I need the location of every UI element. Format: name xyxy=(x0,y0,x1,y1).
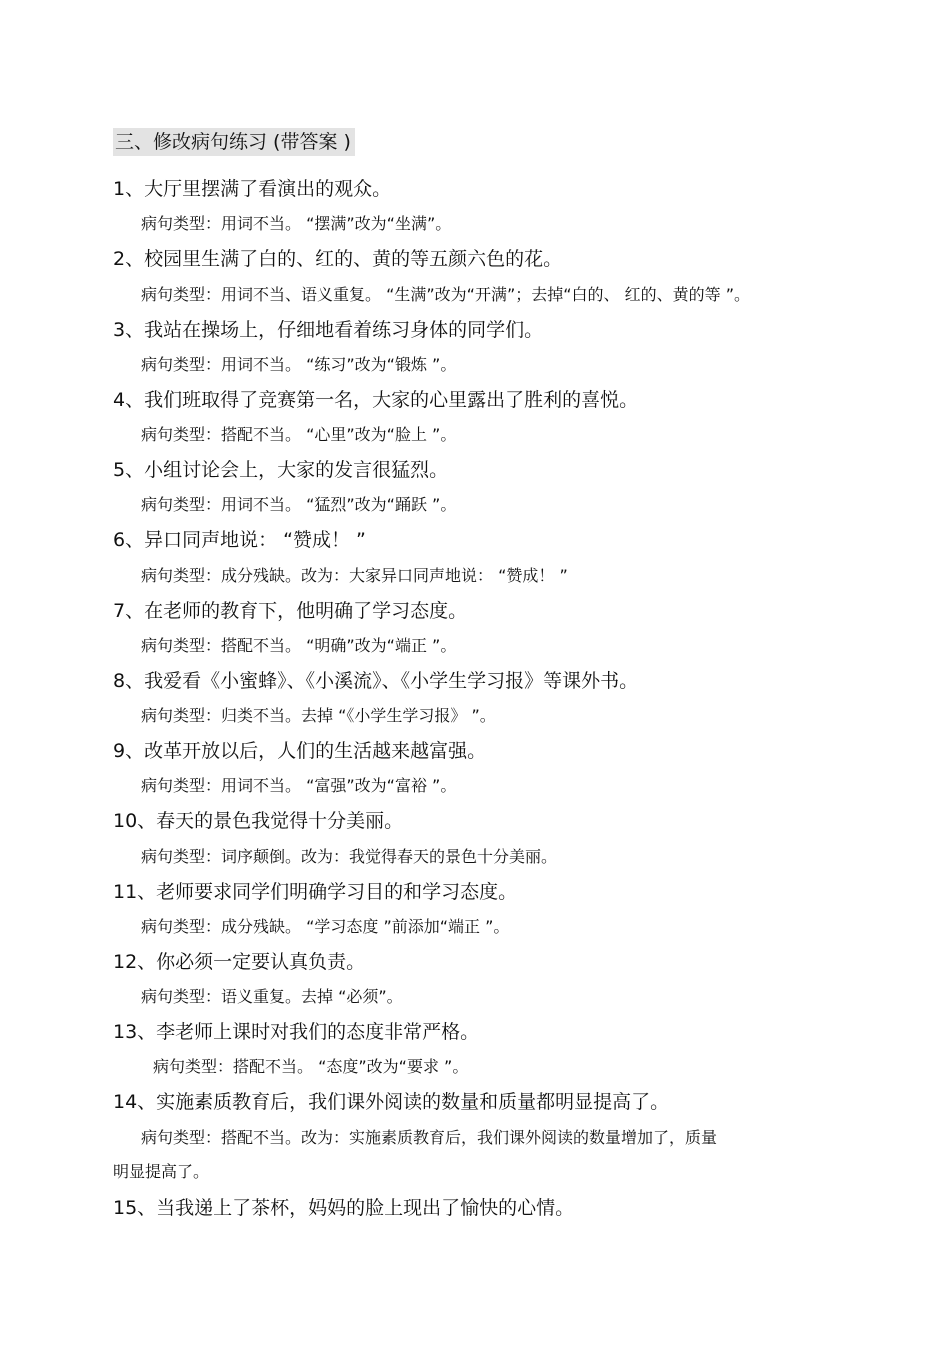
answer-12: 病句类型：语义重复。去掉 “必须”。 xyxy=(141,987,403,1006)
answer-10: 病句类型：词序颠倒。改为：我觉得春天的景色十分美丽。 xyxy=(141,847,558,866)
answer-14-continued: 明显提高了。 xyxy=(113,1162,210,1181)
sentence-1: 1、大厅里摆满了看演出的观众。 xyxy=(113,178,392,200)
sentence-8: 8、我爱看《小蜜蜂》、《小溪流》、《小学生学习报》等课外书。 xyxy=(113,670,639,692)
sentence-2: 2、校园里生满了白的、红的、黄的等五颜六色的花。 xyxy=(113,248,563,270)
sentence-11: 11、老师要求同学们明确学习目的和学习态度。 xyxy=(113,881,518,903)
answer-1: 病句类型：用词不当。 “摆满”改为“坐满”。 xyxy=(141,214,452,233)
answer-9: 病句类型：用词不当。 “富强”改为“富裕 ”。 xyxy=(141,776,457,795)
answer-7: 病句类型：搭配不当。 “明确”改为“端正 ”。 xyxy=(141,636,457,655)
answer-2: 病句类型：用词不当、语义重复。 “生满”改为“开满”；去掉“白的、 红的、黄的等 ”。 xyxy=(141,285,750,304)
answer-8: 病句类型：归类不当。去掉 “《小学生学习报》 ”。 xyxy=(141,706,496,725)
sentence-13: 13、李老师上课时对我们的态度非常严格。 xyxy=(113,1021,480,1043)
answer-4: 病句类型：搭配不当。 “心里”改为“脸上 ”。 xyxy=(141,425,457,444)
sentence-9: 9、改革开放以后，人们的生活越来越富强。 xyxy=(113,740,487,762)
sentence-10: 10、春天的景色我觉得十分美丽。 xyxy=(113,810,404,832)
sentence-3: 3、我站在操场上，仔细地看着练习身体的同学们。 xyxy=(113,319,544,341)
sentence-7: 7、在老师的教育下，他明确了学习态度。 xyxy=(113,600,468,622)
sentence-15: 15、当我递上了茶杯，妈妈的脸上现出了愉快的心情。 xyxy=(113,1197,575,1219)
sentence-12: 12、你必须一定要认真负责。 xyxy=(113,951,366,973)
page-title: 三、修改病句练习 (带答案 ) xyxy=(113,128,355,156)
sentence-5: 5、小组讨论会上，大家的发言很猛烈。 xyxy=(113,459,449,481)
answer-13: 病句类型：搭配不当。 “态度”改为“要求 ”。 xyxy=(153,1057,469,1076)
sentence-4: 4、我们班取得了竞赛第一名，大家的心里露出了胜利的喜悦。 xyxy=(113,389,639,411)
answer-3: 病句类型：用词不当。 “练习”改为“锻炼 ”。 xyxy=(141,355,457,374)
answer-5: 病句类型：用词不当。 “猛烈”改为“踊跃 ”。 xyxy=(141,495,457,514)
answer-6: 病句类型：成分残缺。改为：大家异口同声地说： “赞成！ ” xyxy=(141,566,568,585)
sentence-14: 14、实施素质教育后，我们课外阅读的数量和质量都明显提高了。 xyxy=(113,1091,670,1113)
sentence-6: 6、异口同声地说： “赞成！ ” xyxy=(113,529,366,551)
answer-14: 病句类型：搭配不当。改为：实施素质教育后，我们课外阅读的数量增加了，质量 xyxy=(141,1128,718,1147)
answer-11: 病句类型：成分残缺。 “学习态度 ”前添加“端正 ”。 xyxy=(141,917,510,936)
